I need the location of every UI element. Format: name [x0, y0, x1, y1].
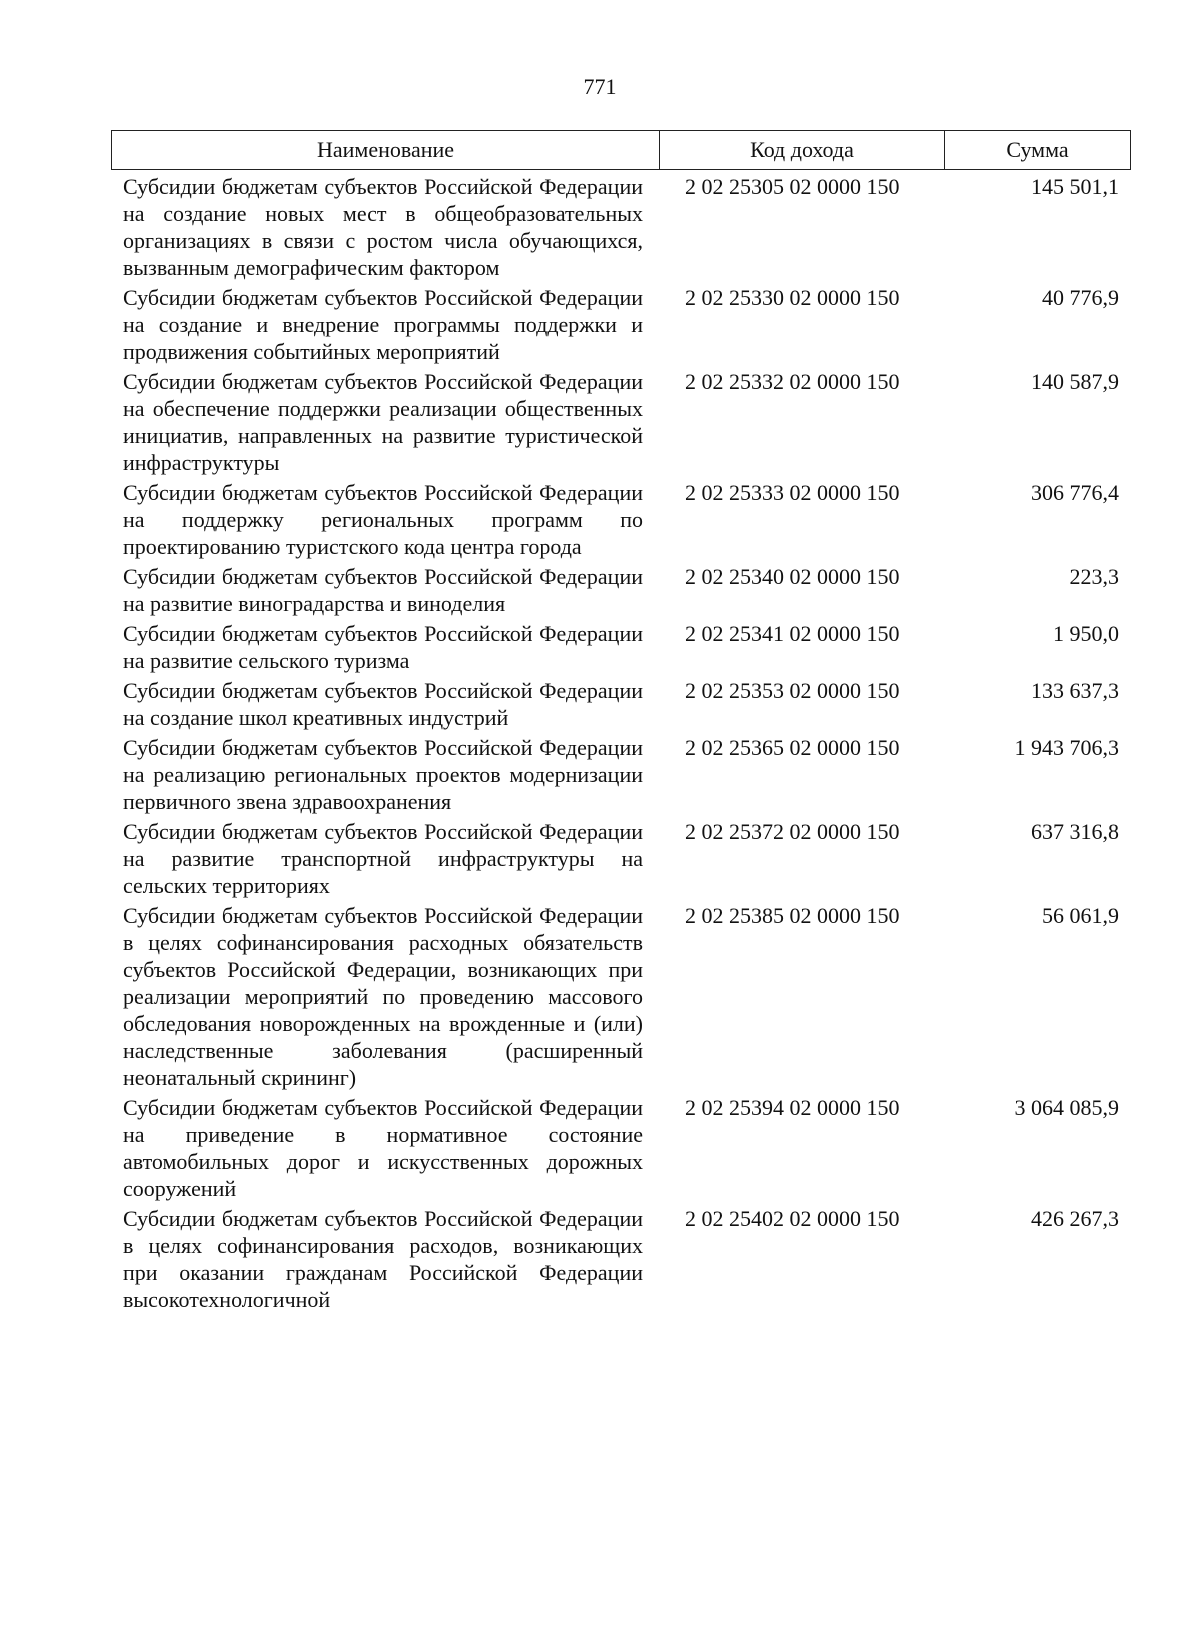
row-sum: 306 776,4	[1031, 480, 1119, 505]
table-row	[111, 368, 1131, 476]
row-name: Субсидии бюджетам субъектов Российской Федерации на обеспечение поддержки реализации общественных инициатив, направленных на развитие туристической инфраструктуры	[123, 369, 643, 475]
row-sum: 1 943 706,3	[1014, 735, 1119, 760]
header-sum: Сумма	[1006, 137, 1069, 162]
row-income-code: 2 02 25330 02 0000 150	[685, 285, 900, 310]
row-name: Субсидии бюджетам субъектов Российской Федерации на развитие транспортной инфраструктуры на сельских территориях	[123, 819, 643, 898]
row-sum: 56 061,9	[1042, 903, 1119, 928]
row-name: Субсидии бюджетам субъектов Российской Федерации на поддержку региональных программ по проектированию туристского кода центра города	[123, 480, 643, 559]
row-income-code: 2 02 25340 02 0000 150	[685, 564, 900, 589]
row-name: Субсидии бюджетам субъектов Российской Федерации на развитие сельского туризма	[123, 621, 643, 673]
row-name: Субсидии бюджетам субъектов Российской Федерации на развитие виноградарства и виноделия	[123, 564, 643, 616]
header-name: Наименование	[112, 131, 660, 169]
row-income-code: 2 02 25385 02 0000 150	[685, 903, 900, 928]
row-sum: 1 950,0	[1053, 621, 1119, 646]
table-row	[111, 677, 1131, 731]
table-row	[111, 734, 1131, 815]
row-income-code: 2 02 25402 02 0000 150	[685, 1206, 900, 1231]
row-sum: 133 637,3	[1031, 678, 1119, 703]
row-income-code: 2 02 25394 02 0000 150	[685, 1095, 900, 1120]
row-income-code: 2 02 25341 02 0000 150	[685, 621, 900, 646]
row-name: Субсидии бюджетам субъектов Российской Федерации на приведение в нормативное состояние автомобильных дорог и искусственных дорожных сооружений	[123, 1095, 643, 1201]
row-name: Субсидии бюджетам субъектов Российской Федерации на реализацию региональных проектов модернизации первичного звена здравоохранения	[123, 735, 643, 814]
row-income-code: 2 02 25372 02 0000 150	[685, 819, 900, 844]
table-row	[111, 563, 1131, 617]
table-row	[111, 479, 1131, 560]
table-header	[111, 130, 1131, 170]
row-income-code: 2 02 25333 02 0000 150	[685, 480, 900, 505]
row-sum: 40 776,9	[1042, 285, 1119, 310]
row-sum: 637 316,8	[1031, 819, 1119, 844]
row-income-code: 2 02 25365 02 0000 150	[685, 735, 900, 760]
table-row	[111, 902, 1131, 1091]
table-row	[111, 284, 1131, 365]
row-sum: 223,3	[1069, 564, 1119, 589]
row-income-code: 2 02 25332 02 0000 150	[685, 369, 900, 394]
row-name: Субсидии бюджетам субъектов Российской Федерации на создание и внедрение программы поддержки и продвижения событийных мероприятий	[123, 285, 643, 364]
row-sum: 3 064 085,9	[1014, 1095, 1119, 1120]
page-number: 771	[583, 74, 617, 99]
table-row	[111, 1094, 1131, 1202]
row-sum: 140 587,9	[1031, 369, 1119, 394]
row-income-code: 2 02 25353 02 0000 150	[685, 678, 900, 703]
table-body	[111, 173, 1131, 1316]
row-name: Субсидии бюджетам субъектов Российской Федерации в целях софинансирования расходных обязательств субъектов Российской Федерации, возникающих при реализации мероприятий по проведению массового обследования новорожденных на врожденные и (или) наследственные заболевания (расширенный неонатальный скрининг)	[123, 903, 643, 1090]
table-row	[111, 173, 1131, 281]
header-income-code: Код дохода	[660, 131, 945, 169]
row-sum: 145 501,1	[1031, 174, 1119, 199]
table-row	[111, 620, 1131, 674]
table-row	[111, 818, 1131, 899]
table-row	[111, 1205, 1131, 1313]
row-name: Субсидии бюджетам субъектов Российской Федерации в целях софинансирования расходов, возникающих при оказании гражданам Российской Федерации высокотехнологичной	[123, 1206, 643, 1312]
row-sum: 426 267,3	[1031, 1206, 1119, 1231]
row-income-code: 2 02 25305 02 0000 150	[685, 174, 900, 199]
row-name: Субсидии бюджетам субъектов Российской Федерации на создание новых мест в общеобразовательных организациях в связи с ростом числа обучающихся, вызванным демографическим фактором	[123, 174, 643, 280]
row-name: Субсидии бюджетам субъектов Российской Федерации на создание школ креативных индустрий	[123, 678, 643, 730]
